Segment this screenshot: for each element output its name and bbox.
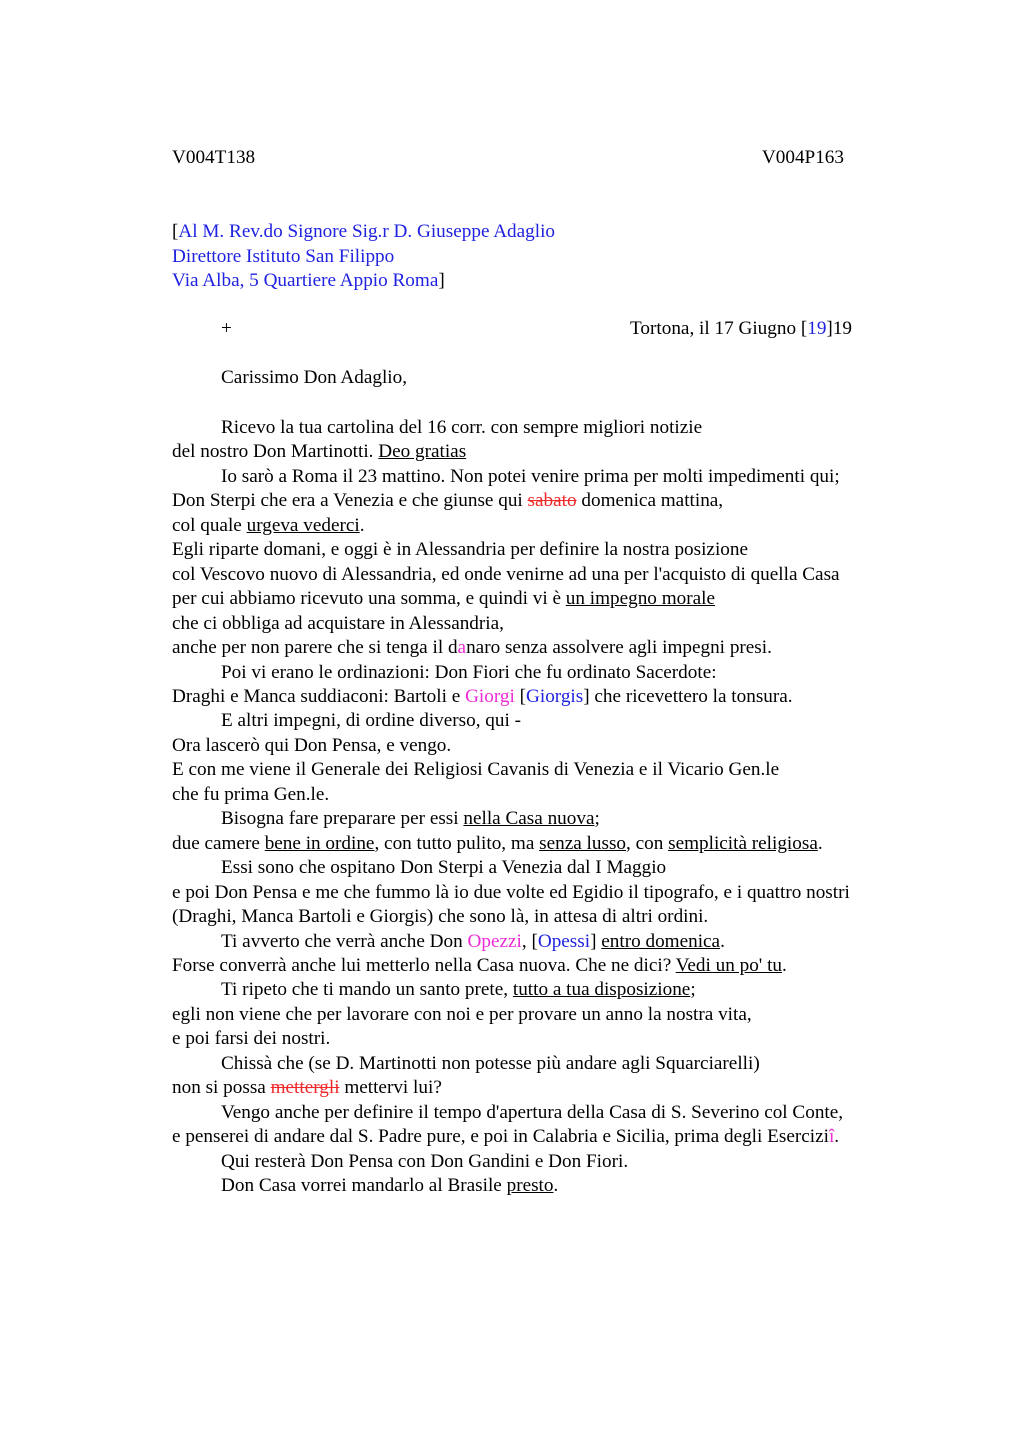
underlined-text: Vedi un po' tu bbox=[675, 954, 782, 976]
body-line: (Draghi, Manca Bartoli e Giorgis) che sono là, in attesa di altri ordini. bbox=[172, 906, 709, 928]
greeting: Carissimo Don Adaglio, bbox=[221, 367, 408, 388]
underlined-text: senza lusso bbox=[539, 832, 626, 854]
body-line: Bisogna fare preparare per essi nella Casa nuova; bbox=[221, 808, 600, 830]
body-line: Forse converrà anche lui metterlo nella Casa nuova. Che ne dici? Vedi un po' tu. bbox=[172, 954, 787, 976]
body-line: che ci obbliga ad acquistare in Alessandria, bbox=[172, 612, 504, 634]
body-line: Don Sterpi che era a Venezia e che giunse qui sabato domenica mattina, bbox=[172, 490, 724, 512]
body-line: E altri impegni, di ordine diverso, qui - bbox=[221, 710, 522, 732]
left-code: V004T138 bbox=[172, 147, 256, 168]
body-line: Io sarò a Roma il 23 mattino. Non potei venire prima per molti impedimenti qui; bbox=[221, 465, 840, 487]
date: Tortona, il 17 Giugno [19]19 bbox=[630, 318, 852, 339]
document-codes bbox=[172, 147, 844, 172]
deleted-text: sabato bbox=[527, 490, 577, 512]
body-line: e penserei di andare dal S. Padre pure, e poi in Calabria e Sicilia, prima degli Eserciziî. bbox=[172, 1126, 840, 1148]
body-line: e poi farsi dei nostri. bbox=[172, 1028, 331, 1050]
underlined-text: un impegno morale bbox=[565, 588, 715, 610]
body-line: e poi Don Pensa e me che fummo là io due volte ed Egidio il tipografo, e i quattro nostri bbox=[172, 881, 850, 903]
body-line: Draghi e Manca suddiaconi: Bartoli e Giorgi [Giorgis] che ricevettero la tonsura. bbox=[172, 685, 793, 707]
corrected-name: Opezzi bbox=[467, 930, 522, 952]
body-line: Chissà che (se D. Martinotti non potesse più andare agli Squarciarelli) bbox=[221, 1052, 760, 1074]
address-block bbox=[172, 220, 555, 294]
body-line: che fu prima Gen.le. bbox=[172, 783, 330, 805]
letter-body bbox=[172, 416, 972, 1199]
right-code: V004P163 bbox=[761, 147, 844, 168]
body-line: due camere bene in ordine, con tutto pulito, ma senza lusso, con semplicità religiosa. bbox=[172, 832, 823, 854]
editorial-name: Opessi bbox=[537, 930, 591, 952]
address-line-2: Direttore Istituto San Filippo bbox=[172, 245, 395, 267]
address-text-3: Via Alba, 5 Quartiere Appio Roma bbox=[172, 270, 439, 292]
body-line: Ti ripeto che ti mando un santo prete, tutto a tua disposizione; bbox=[221, 979, 696, 1001]
body-line: non si possa mettergli mettervi lui? bbox=[172, 1077, 442, 1099]
body-line: per cui abbiamo ricevuto una somma, e quindi vi è un impegno morale bbox=[172, 588, 715, 610]
dateline bbox=[172, 318, 852, 343]
cross-symbol: + bbox=[221, 318, 232, 339]
underlined-text: bene in ordine bbox=[264, 832, 375, 854]
body-line: Qui resterà Don Pensa con Don Gandini e Don Fiori. bbox=[221, 1150, 629, 1172]
body-line: Ora lascerò qui Don Pensa, e vengo. bbox=[172, 734, 452, 756]
deleted-text: mettergli bbox=[270, 1077, 340, 1099]
body-line: Don Casa vorrei mandarlo al Brasile presto. bbox=[221, 1175, 559, 1197]
body-line: Ti avverto che verrà anche Don Opezzi, [Opessi] entro domenica. bbox=[221, 930, 725, 952]
address-line-1: [Al M. Rev.do Signore Sig.r D. Giuseppe Adaglio bbox=[172, 221, 556, 242]
underlined-text: semplicità religiosa bbox=[668, 832, 818, 854]
underlined-text: entro domenica bbox=[601, 930, 721, 952]
underlined-text: presto bbox=[506, 1175, 554, 1197]
body-line: Egli riparte domani, e oggi è in Alessandria per definire la nostra posizione bbox=[172, 539, 748, 561]
body-line: egli non viene che per lavorare con noi e per provare un anno la nostra vita, bbox=[172, 1003, 752, 1025]
underlined-text: nella Casa nuova bbox=[463, 808, 595, 830]
body-line: Poi vi erano le ordinazioni: Don Fiori che fu ordinato Sacerdote: bbox=[221, 661, 717, 683]
underlined-text: urgeva vederci bbox=[246, 514, 360, 536]
corrected-letter: a bbox=[457, 637, 467, 659]
body-line: col Vescovo nuovo di Alessandria, ed onde venirne ad una per l'acquisto di quella Casa bbox=[172, 563, 840, 585]
address-line-3: Via Alba, 5 Quartiere Appio Roma] bbox=[172, 270, 445, 292]
body-line: Vengo anche per definire il tempo d'apertura della Casa di S. Severino col Conte, bbox=[221, 1101, 844, 1123]
body-line: del nostro Don Martinotti. Deo gratias bbox=[172, 441, 467, 463]
corrected-name: Giorgi bbox=[465, 685, 515, 707]
editorial-name: Giorgis bbox=[526, 685, 584, 707]
body-line: anche per non parere che si tenga il danaro senza assolvere agli impegni presi. bbox=[172, 637, 772, 659]
body-line: Ricevo la tua cartolina del 16 corr. con sempre migliori notizie bbox=[221, 417, 703, 438]
year-editorial: 19 bbox=[807, 318, 827, 339]
underlined-text: Deo gratias bbox=[378, 441, 467, 463]
body-line: col quale urgeva vederci. bbox=[172, 514, 365, 536]
body-line: E con me viene il Generale dei Religiosi Cavanis di Venezia e il Vicario Gen.le bbox=[172, 759, 780, 781]
body-line: Essi sono che ospitano Don Sterpi a Venezia dal I Maggio bbox=[221, 857, 667, 879]
underlined-text: tutto a tua disposizione bbox=[512, 979, 691, 1001]
corrected-letter: î bbox=[828, 1126, 835, 1148]
address-text-1: Al M. Rev.do Signore Sig.r D. Giuseppe Adaglio bbox=[178, 221, 556, 242]
